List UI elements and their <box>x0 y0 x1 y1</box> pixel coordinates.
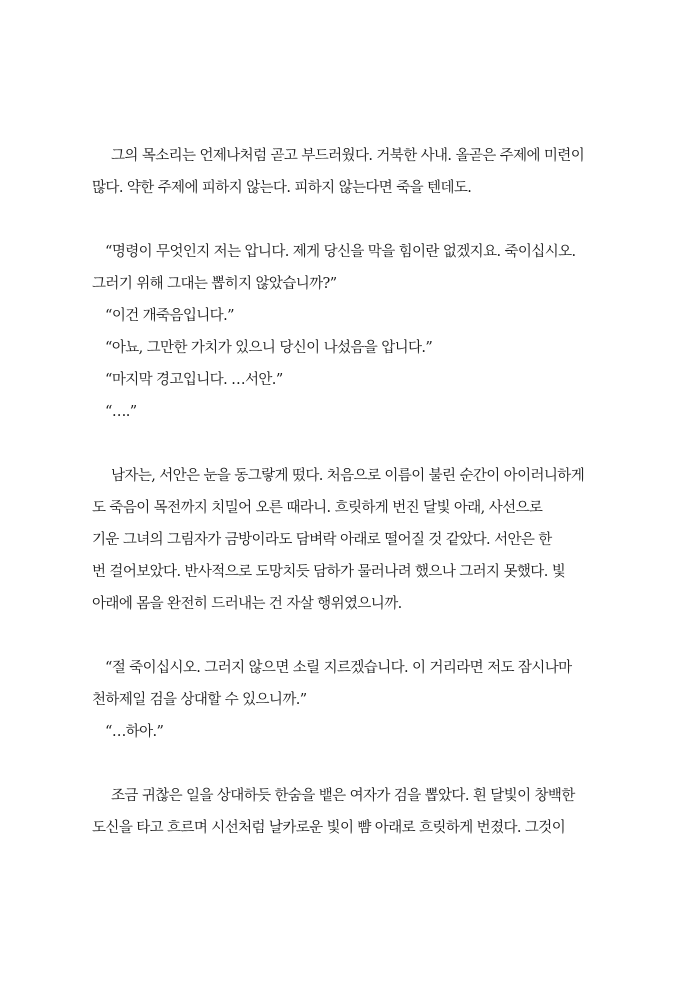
text-line: 아래에 몸을 완전히 드러내는 건 자살 행위였으니까. <box>92 596 402 612</box>
dialogue-line: “이건 개죽음입니다.” <box>105 308 234 324</box>
dialogue-line: “마지막 경고입니다. …서안.” <box>105 372 283 388</box>
paragraph-gap <box>92 428 610 460</box>
text-line: 많다. 약한 주제에 피하지 않는다. 피하지 않는다면 죽을 텐데도. <box>92 180 472 196</box>
dialogue-line: 그러기 위해 그대는 뽑히지 않았습니까?” <box>92 276 337 292</box>
text-line: 도신을 타고 흐르며 시선처럼 날카로운 빛이 뺨 아래로 흐릿하게 번졌다. 그것이 <box>92 820 566 836</box>
paragraph-gap <box>92 620 610 652</box>
dialogue-line: 천하제일 검을 상대할 수 있으니까.” <box>92 692 307 708</box>
text-line: 조금 귀찮은 일을 상대하듯 한숨을 뱉은 여자가 검을 뽑았다. 흰 달빛이 창백한 <box>111 788 575 804</box>
dialogue-line: “절 죽이십시오. 그러지 않으면 소릴 지르겠습니다. 이 거리라면 저도 잠시나마 <box>105 660 572 676</box>
paragraph-gap <box>92 204 610 236</box>
dialogue-line: “명령이 무엇인지 저는 압니다. 제게 당신을 막을 힘이란 없겠지요. 죽이십시오. <box>105 244 576 260</box>
dialogue-line: “…하아.” <box>105 724 164 740</box>
dialogue-line: “….” <box>105 404 137 420</box>
text-line: 기운 그녀의 그림자가 금방이라도 담벼락 아래로 떨어질 것 같았다. 서안은 한 <box>92 532 552 548</box>
dialogue-line: “아뇨, 그만한 가치가 있으니 당신이 나섰음을 압니다.” <box>105 340 433 356</box>
document-body <box>92 140 610 844</box>
paragraph-gap <box>92 748 610 780</box>
text-line: 그의 목소리는 언제나처럼 곧고 부드러웠다. 거북한 사내. 올곧은 주제에 미련이 <box>111 148 585 164</box>
text-line: 번 걸어보았다. 반사적으로 도망치듯 담하가 물러나려 했으나 그러지 못했다. 빛 <box>92 564 566 580</box>
text-line: 도 죽음이 목전까지 치밀어 오른 때라니. 흐릿하게 번진 달빛 아래, 사선으로 <box>92 500 543 516</box>
text-line: 남자는, 서안은 눈을 동그랗게 떴다. 처음으로 이름이 불린 순간이 아이러니하게 <box>111 468 585 484</box>
